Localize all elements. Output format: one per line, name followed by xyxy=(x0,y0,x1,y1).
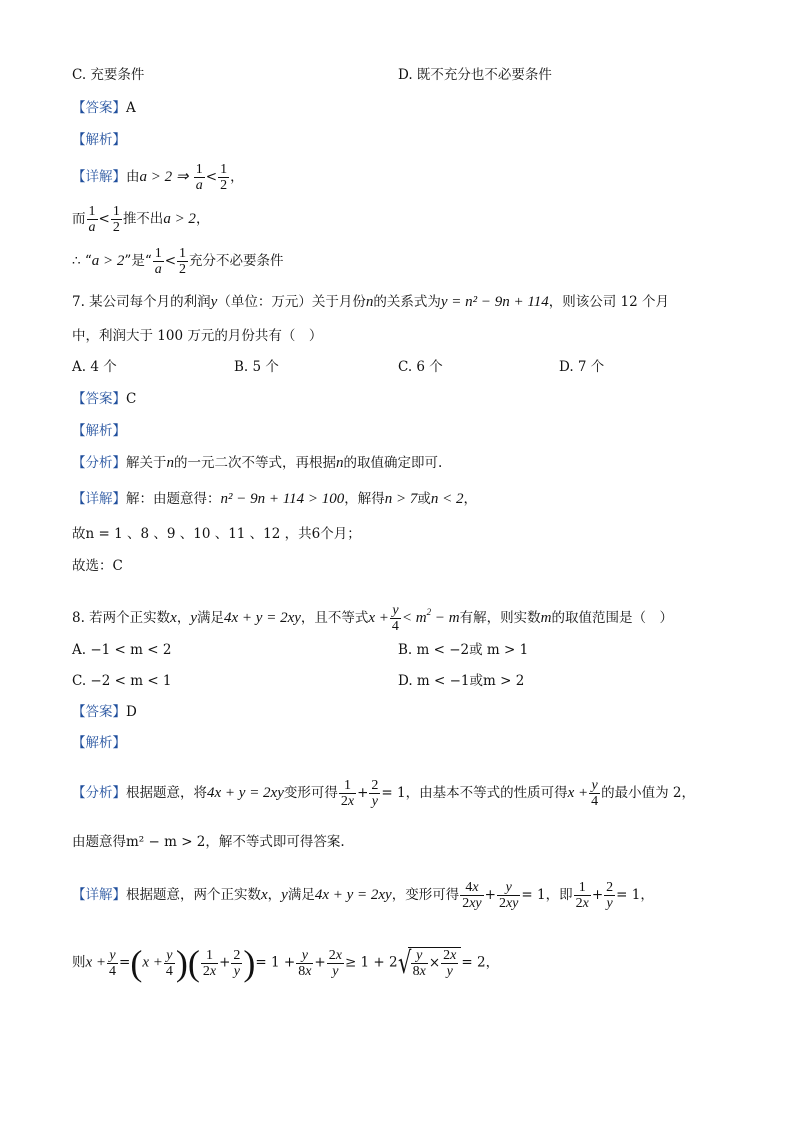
text: ，由基本不等式的性质可得 xyxy=(405,785,568,801)
q7-stem-line2: 中，利润大于 100 万元的月份共有（ ） xyxy=(72,328,323,344)
math: a > 2 ⇒ xyxy=(139,169,189,185)
text: ∴ “ xyxy=(72,253,92,269)
math: x + xyxy=(142,954,163,971)
fraction: $\frac{1}{a}$ xyxy=(88,204,96,235)
text: （单位：万元）关于月份 xyxy=(217,294,366,310)
math: y = n² − 9n + 114 xyxy=(440,294,549,310)
math: n > 7 xyxy=(384,491,418,507)
q6-answer-row xyxy=(72,98,136,118)
q6-detail-line3: ∴ “a > 2”是“ $\frac{1}{a}$ < $\frac{1}{2}$ 充分不必要条件 xyxy=(72,246,284,277)
text: 满足 xyxy=(197,610,225,626)
text: 推不出 xyxy=(122,211,164,227)
text: ， xyxy=(195,211,210,227)
q8-answer-row xyxy=(72,702,137,722)
q8-stem: 8. 若两个正实数x，y满足4x + y = 2xy，且不等式x + $\frac{y}{4}$ < $m^2 - m$有解，则实数m的取值范围是（ ） xyxy=(72,603,673,634)
math: < $m^2 - m$ xyxy=(401,607,460,626)
answer-tag: 【答案】 xyxy=(72,704,126,720)
q7-option-b: B. 5 个 xyxy=(234,359,279,375)
math: n xyxy=(365,294,374,310)
q8-analysis-tag: 【解析】 xyxy=(72,735,126,751)
q8-answer: D xyxy=(126,704,137,720)
q6-detail-line1: 【详解】由a > 2 ⇒ $\frac{1}{a}$ < $\frac{1}{2}$ ， xyxy=(72,162,244,193)
q8-fenxi-line1: 【分析】根据题意，将4x + y = 2xy变形可得 $\frac{1}{2x}$ + $\frac{2}{y}$ = 1，由基本不等式的性质可得x + $\frac{y}{4}$ 的最小值为 2， xyxy=(72,778,696,809)
math: m xyxy=(540,610,552,626)
q7-analysis-tag: 【解析】 xyxy=(72,423,126,439)
text: 根据题意，将 xyxy=(126,785,207,801)
fraction: $\frac{2}{y}$ xyxy=(233,947,241,979)
q6-option-c: C. 充要条件 xyxy=(72,67,145,83)
text: ，即 xyxy=(545,887,573,903)
q7-option-d: D. 7 个 xyxy=(559,359,605,375)
text: 的取值确定即可. xyxy=(343,455,443,471)
text: 解：由题意得： xyxy=(126,491,221,507)
text: ，变形可得 xyxy=(391,887,460,903)
math: x xyxy=(261,887,268,903)
detail-tag: 【详解】 xyxy=(72,887,126,903)
fraction: $\frac{1}{2x}$ xyxy=(340,778,355,809)
math: x + xyxy=(368,610,389,626)
answer-tag: 【答案】 xyxy=(72,391,126,407)
math: n xyxy=(166,455,174,471)
text: 而 xyxy=(72,211,86,227)
q7-months-line: 故n = 1 、8 、9 、10 、11 、12 ，共6个月； xyxy=(72,526,361,542)
text: 8. 若两个正实数 xyxy=(72,610,171,626)
math: 4x + y = 2xy xyxy=(207,785,284,801)
q8-option-d: D. m < −1或m > 2 xyxy=(398,673,525,689)
fraction: $\frac{1}{2}$ xyxy=(220,162,228,193)
text: 解关于 xyxy=(126,455,167,471)
text: ，则该公司 12 个月 xyxy=(548,294,670,310)
math: n² − 9n + 114 > 100 xyxy=(220,491,345,507)
fraction: $\frac{2}{y}$ xyxy=(606,880,614,911)
math: y xyxy=(281,887,288,903)
math: y xyxy=(210,294,218,310)
q7-fenxi xyxy=(72,453,442,473)
q7-detail xyxy=(72,489,477,509)
text: 的最小值为 2， xyxy=(601,785,696,801)
fraction: $\frac{4x}{2xy}$ xyxy=(462,880,482,911)
fraction: $\frac{1}{2x}$ xyxy=(202,947,217,979)
q8-option-a: A. −1 < m < 2 xyxy=(72,642,172,658)
q6-answer: A xyxy=(126,100,136,116)
text: 充分不必要条件 xyxy=(189,253,284,269)
fraction: $\frac{y}{4}$ xyxy=(391,603,399,634)
fenxi-tag: 【分析】 xyxy=(72,455,126,471)
q7-answer: C xyxy=(126,391,137,407)
answer-tag: 【答案】 xyxy=(72,100,126,116)
fraction: $\frac{y}{4}$ xyxy=(109,947,117,979)
q7-option-a: A. 4 个 xyxy=(72,359,117,375)
text: ， xyxy=(640,887,654,903)
math: n xyxy=(336,455,344,471)
detail-tag: 【详解】 xyxy=(72,491,126,507)
q7-stem-line1 xyxy=(72,292,669,312)
text: ”是“ xyxy=(124,253,152,269)
q7-choice-line: 故选：C xyxy=(72,558,123,574)
detail-tag: 【详解】 xyxy=(72,169,126,185)
math: n < 2 xyxy=(430,491,464,507)
q6-detail-line2: 而 $\frac{1}{a}$ < $\frac{1}{2}$ 推不出a > 2， xyxy=(72,204,210,235)
q7-answer-row xyxy=(72,389,136,409)
math: a > 2 xyxy=(163,211,196,227)
text: ，解得 xyxy=(344,491,385,507)
fraction: $\frac{1}{2}$ xyxy=(112,204,120,235)
q7-option-c: C. 6 个 xyxy=(398,359,443,375)
math: a > 2 xyxy=(91,253,125,269)
text: 的取值范围是（ ） xyxy=(551,610,673,626)
fraction: $\frac{1}{2x}$ xyxy=(575,880,589,911)
text: 的关系式为 xyxy=(373,294,441,310)
fraction: $\frac{1}{a}$ xyxy=(195,162,203,193)
square-root: √ $\frac{y}{8x}$ × $\frac{2x}{y}$ xyxy=(398,947,462,979)
fraction: $\frac{2x}{y}$ xyxy=(328,947,342,979)
math: x + xyxy=(85,954,107,971)
fraction: $\frac{1}{2}$ xyxy=(179,246,187,277)
text: 满足 xyxy=(287,887,315,903)
q8-detail: 【详解】根据题意，两个正实数x，y满足4x + y = 2xy，变形可得 $\frac{4x}{2xy}$ + $\frac{y}{2xy}$ = 1，即 $\frac{1}{2x}$ + $\frac{2}{y}$ = 1， xyxy=(72,880,654,911)
math: y xyxy=(190,610,198,626)
text: 或 xyxy=(417,491,431,507)
text: 有解，则实数 xyxy=(459,610,541,626)
fraction: $\frac{y}{2xy}$ xyxy=(498,880,519,911)
math: x xyxy=(170,610,177,626)
text: 的一元二次不等式，再根据 xyxy=(174,455,336,471)
math: x + xyxy=(567,785,589,801)
text: ， xyxy=(485,954,500,971)
q8-option-b: B. m < −2或 m > 1 xyxy=(398,642,529,658)
text: 由 xyxy=(126,169,140,185)
text: 变形可得 xyxy=(283,785,338,801)
q8-option-c: C. −2 < m < 1 xyxy=(72,673,172,689)
q6-option-d: D. 既不充分也不必要条件 xyxy=(398,67,552,83)
text: ， xyxy=(463,491,477,507)
text: 则 xyxy=(72,954,86,971)
q8-fenxi-line2: 由题意得m² − m > 2，解不等式即可得答案. xyxy=(72,834,345,850)
math: 4x + y = 2xy xyxy=(224,610,301,626)
q8-final-derivation: 则x + $\frac{y}{4}$ =(x + $\frac{y}{4}$ )( $\frac{1}{2x}$ + $\frac{2}{y}$ )= 1 + $\frac{y}{8x}$ + $\frac{2x}{y}$ ≥ 1 + 2 √ $\frac{y}{8x}$ × $\frac{2x}{y}$ = 2， xyxy=(72,943,500,983)
math: 4x + y = 2xy xyxy=(314,887,392,903)
fenxi-tag: 【分析】 xyxy=(72,785,126,801)
fraction: $\frac{1}{a}$ xyxy=(154,246,162,277)
text: ，且不等式 xyxy=(300,610,369,626)
fraction: $\frac{2}{y}$ xyxy=(371,778,379,809)
fraction: $\frac{y}{8x}$ xyxy=(298,947,312,979)
q6-analysis-tag: 【解析】 xyxy=(72,132,126,148)
text: 根据题意，两个正实数 xyxy=(126,887,261,903)
fraction: $\frac{y}{4}$ xyxy=(165,947,173,979)
text: 7. 某公司每个月的利润 xyxy=(72,294,211,310)
fraction: $\frac{y}{4}$ xyxy=(591,778,599,809)
